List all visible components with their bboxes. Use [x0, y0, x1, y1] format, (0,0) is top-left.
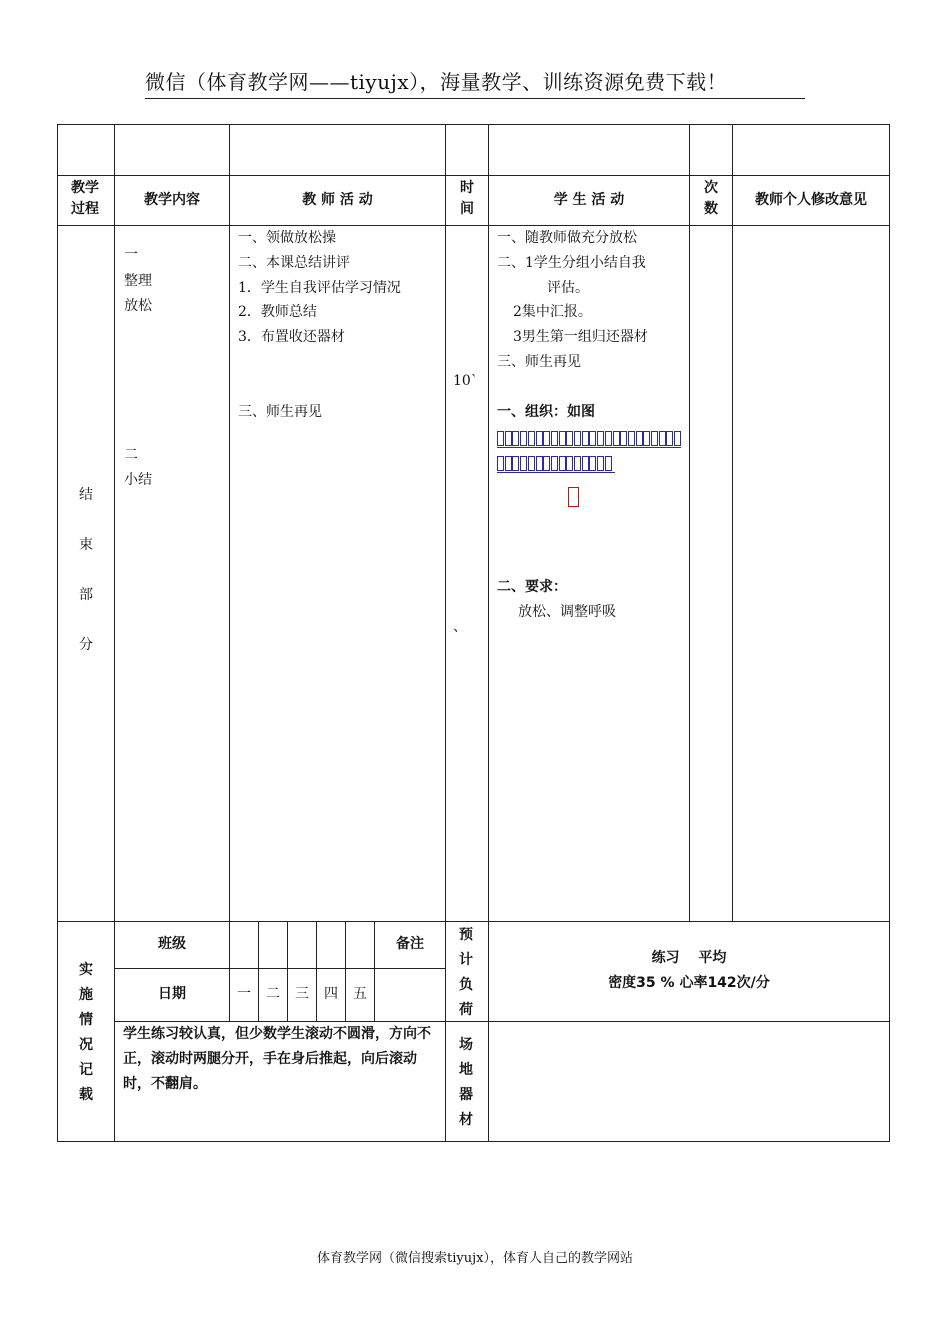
- teacher-position-marker: [568, 487, 579, 507]
- diagram-box: [666, 431, 673, 446]
- organization-diagram: [497, 428, 683, 474]
- content-item1-line1: 整理: [124, 273, 152, 289]
- load-line1: 练习 平均: [651, 950, 727, 966]
- note-label: 备注: [396, 936, 424, 952]
- header-revision: 教师个人修改意见: [755, 192, 867, 208]
- header-teacher-activity: 教 师 活 动: [302, 192, 373, 208]
- student-line: 评估。: [547, 280, 589, 296]
- content-item2-number: 二: [124, 447, 138, 463]
- day-cell: 二: [266, 986, 280, 1002]
- table-rule: [114, 968, 445, 969]
- diagram-box: [505, 456, 512, 471]
- venue-equipment-label: 场 地 器 材: [459, 1037, 473, 1128]
- diagram-box: [605, 431, 612, 446]
- table-border-bottom: [57, 1141, 890, 1142]
- diagram-box: [674, 431, 681, 446]
- teacher-line: 二、本课总结讲评: [238, 255, 350, 271]
- diagram-underline: [497, 472, 615, 473]
- teaching-record-comment: 学生练习较认真，但少数学生滚动不圆滑，方向不正，滚动时两腿分开，手在身后推起，向后滚动时，不翻肩。: [123, 1026, 431, 1092]
- header-count: 次数: [704, 180, 718, 217]
- day-cell: 四: [324, 986, 338, 1002]
- diagram-box: [597, 431, 604, 446]
- table-border-left: [57, 124, 58, 1142]
- diagram-box: [620, 431, 627, 446]
- diagram-box: [651, 431, 658, 446]
- teacher-line: 3．布置收还器材: [238, 329, 345, 345]
- day-cell: 一: [237, 986, 251, 1002]
- student-line: 三、师生再见: [497, 354, 581, 370]
- table-border-right: [889, 124, 890, 1142]
- diagram-box: [559, 456, 566, 471]
- teacher-line: 1．学生自我评估学习情况: [238, 280, 401, 296]
- day-cell: 三: [295, 986, 309, 1002]
- page-footer: 体育教学网（微信搜索tiyujx），体育人自己的教学网站: [317, 1251, 633, 1266]
- diagram-box: [589, 431, 596, 446]
- class-label: 班级: [158, 936, 186, 952]
- diagram-box: [528, 431, 535, 446]
- diagram-box: [551, 431, 558, 446]
- student-line: 3男生第一组归还器材: [513, 329, 648, 345]
- diagram-box: [659, 431, 666, 446]
- header-time: 时间: [460, 180, 474, 217]
- time-value: 10`: [453, 373, 478, 389]
- content-item1-number: 一: [124, 247, 138, 263]
- diagram-box: [566, 431, 573, 446]
- diagram-box: [613, 431, 620, 446]
- diagram-underline: [497, 447, 681, 448]
- day-cell: 五: [353, 986, 367, 1002]
- diagram-box: [551, 456, 558, 471]
- student-line: 一、随教师做充分放松: [497, 230, 637, 246]
- load-label: 预 计 负 荷: [459, 927, 473, 1018]
- diagram-box: [543, 456, 550, 471]
- teacher-line: 三、师生再见: [238, 404, 322, 420]
- content-item2-line1: 小结: [124, 472, 152, 488]
- diagram-box: [520, 431, 527, 446]
- header-process: 教学过程: [71, 180, 99, 217]
- diagram-box: [497, 456, 504, 471]
- diagram-box: [628, 431, 635, 446]
- diagram-box: [512, 431, 519, 446]
- diagram-box: [605, 456, 612, 471]
- section-name: 结 束 部 分: [79, 487, 93, 653]
- diagram-box: [589, 456, 596, 471]
- student-line: 二、1学生分组小结自我: [497, 255, 646, 271]
- diagram-box: [582, 431, 589, 446]
- load-line2: 密度35 % 心率142次/分: [608, 975, 770, 991]
- header-content: 教学内容: [144, 192, 200, 208]
- table-rule: [445, 124, 446, 1142]
- teacher-line: 2．教师总结: [238, 304, 317, 320]
- student-line: 2集中汇报。: [513, 304, 592, 320]
- record-title: 实 施 情 况 记 载: [79, 962, 93, 1103]
- diagram-box: [543, 431, 550, 446]
- content-item1-line2: 放松: [124, 298, 152, 314]
- header-student-activity: 学 生 活 动: [553, 192, 625, 208]
- diagram-box: [497, 431, 504, 446]
- organization-title: 一、组织：如图: [497, 404, 595, 420]
- time-mark: 、: [453, 619, 467, 635]
- diagram-box: [597, 456, 604, 471]
- diagram-box: [582, 456, 589, 471]
- teacher-line: 一、领做放松操: [238, 230, 336, 246]
- requirements-title: 二、要求：: [497, 579, 567, 595]
- diagram-box: [536, 431, 543, 446]
- diagram-box: [536, 456, 543, 471]
- diagram-box: [643, 431, 650, 446]
- diagram-box: [520, 456, 527, 471]
- diagram-box: [528, 456, 535, 471]
- diagram-box: [559, 431, 566, 446]
- diagram-box: [505, 431, 512, 446]
- diagram-box: [574, 431, 581, 446]
- table-border-top: [57, 124, 890, 125]
- table-rule: [689, 124, 690, 922]
- date-label: 日期: [158, 986, 186, 1002]
- requirements-text: 放松、调整呼吸: [518, 604, 616, 620]
- diagram-box: [512, 456, 519, 471]
- table-rule: [57, 921, 890, 922]
- diagram-box: [574, 456, 581, 471]
- page-header-title: 微信（体育教学网——tiyujx），海量教学、训练资源免费下载！: [145, 66, 805, 99]
- diagram-box: [636, 431, 643, 446]
- diagram-box: [566, 456, 573, 471]
- table-rule: [229, 124, 230, 922]
- table-rule: [732, 124, 733, 922]
- table-rule: [57, 225, 890, 226]
